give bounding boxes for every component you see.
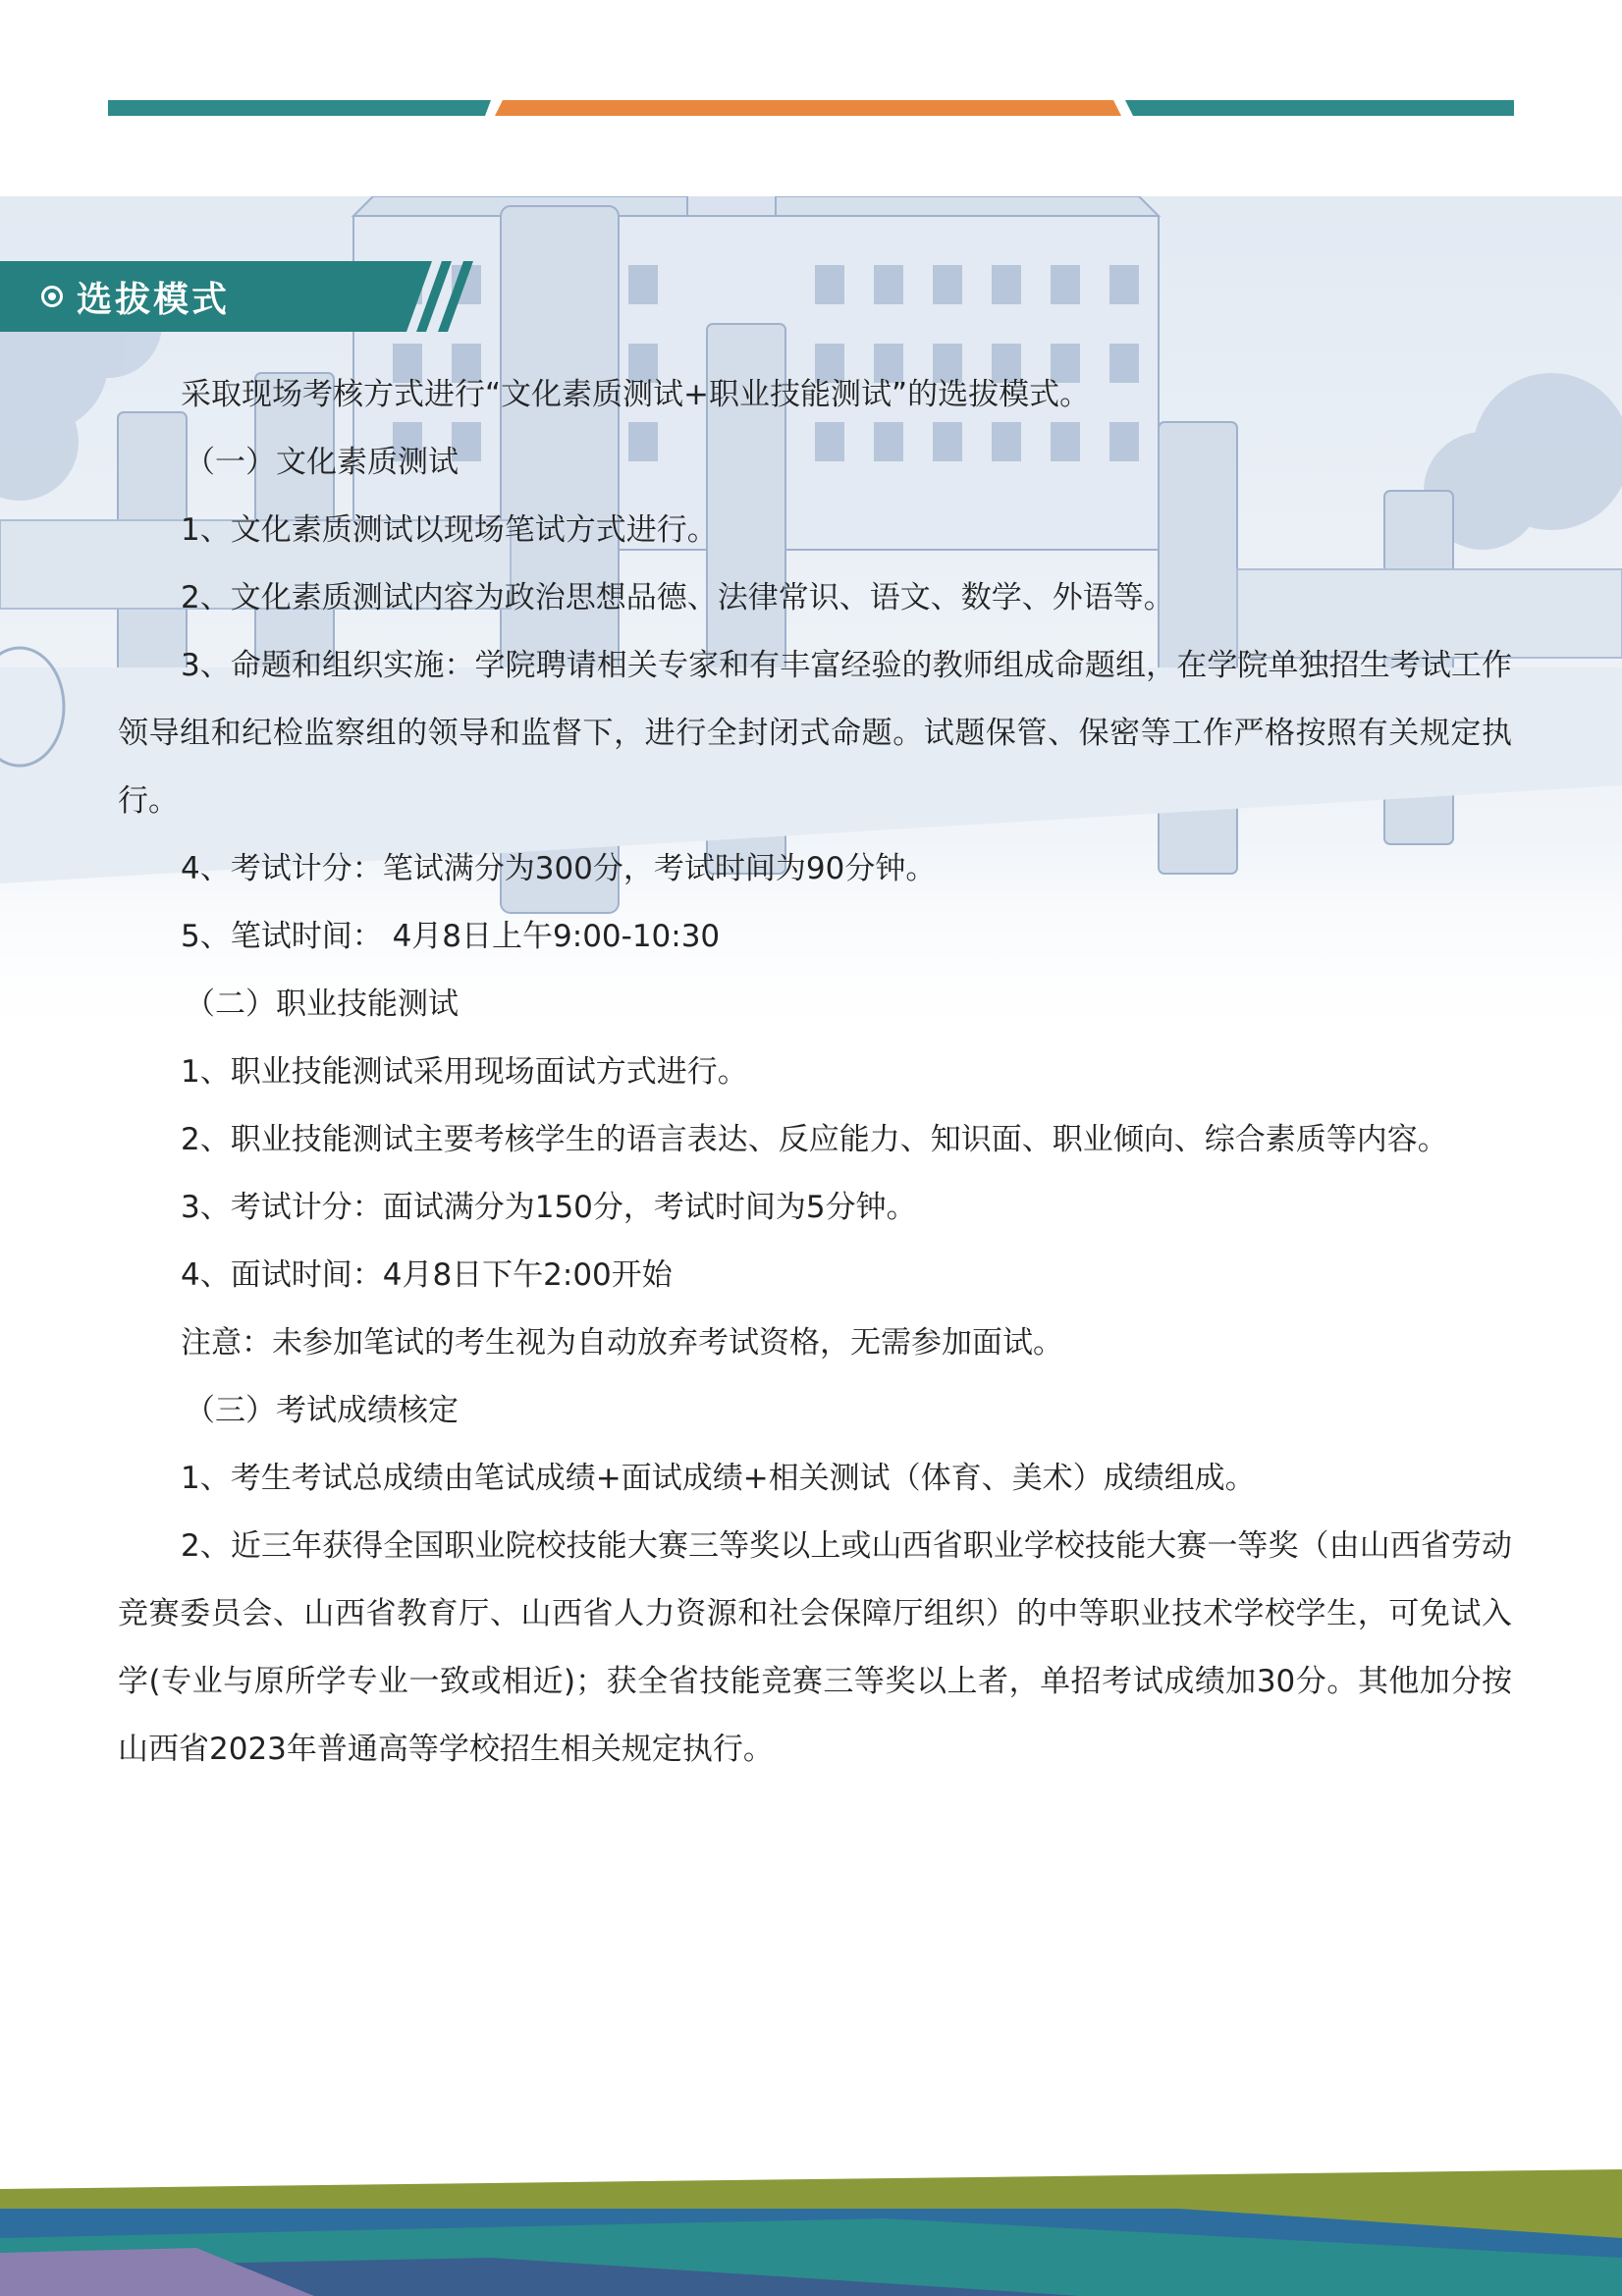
paragraph: 3、命题和组织实施：学院聘请相关专家和有丰富经验的教师组成命题组，在学院单独招生考试工作领导组和纪检监察组的领导和监督下，进行全封闭式命题。试题保管、保密等工作严格按照有关规定执行。	[118, 648, 1512, 819]
bottom-decorative-band	[0, 2150, 1622, 2296]
paragraph: 4、考试计分：笔试满分为300分，考试时间为90分钟。	[181, 851, 937, 886]
subheading-score: （三）考试成绩核定	[185, 1393, 459, 1428]
section-title	[41, 265, 230, 328]
paragraph: 2、近三年获得全国职业院校技能大赛三等奖以上或山西省职业学校技能大赛一等奖（由山西省劳动竞赛委员会、山西省教育厅、山西省人力资源和社会保障厅组织）的中等职业技术学校学生，可免试入学(专业与原所学专业一致或相近)；获全省技能竞赛三等奖以上者，单招考试成绩加30分。其他加分按山西省2023年普通高等学校招生相关规定执行。	[118, 1528, 1512, 1767]
paragraph: 1、考生考试总成绩由笔试成绩+面试成绩+相关测试（体育、美术）成绩组成。	[181, 1461, 1256, 1496]
paragraph: 1、职业技能测试采用现场面试方式进行。	[181, 1054, 748, 1090]
body-content	[118, 361, 1512, 1784]
section-title-text: 选拔模式	[77, 279, 231, 320]
paragraph: 2、职业技能测试主要考核学生的语言表达、反应能力、知识面、职业倾向、综合素质等内容。	[181, 1122, 1448, 1157]
target-circle-icon	[41, 286, 63, 307]
paragraph-note: 注意：未参加笔试的考生视为自动放弃考试资格，无需参加面试。	[181, 1325, 1063, 1361]
paragraph: 4、面试时间：4月8日下午2:00开始	[181, 1257, 673, 1293]
paragraph: 5、笔试时间： 4月8日上午9:00-10:30	[181, 919, 721, 954]
paragraph: 1、文化素质测试以现场笔试方式进行。	[181, 512, 718, 548]
paragraph: 2、文化素质测试内容为政治思想品德、法律常识、语文、数学、外语等。	[181, 580, 1174, 615]
subheading-culture-test: （一）文化素质测试	[185, 445, 459, 480]
paragraph-intro: 采取现场考核方式进行“文化素质测试+职业技能测试”的选拔模式。	[181, 377, 1091, 412]
top-decorative-bar	[0, 0, 1622, 128]
paragraph: 3、考试计分：面试满分为150分，考试时间为5分钟。	[181, 1190, 917, 1225]
subheading-skill-test: （二）职业技能测试	[185, 987, 459, 1022]
